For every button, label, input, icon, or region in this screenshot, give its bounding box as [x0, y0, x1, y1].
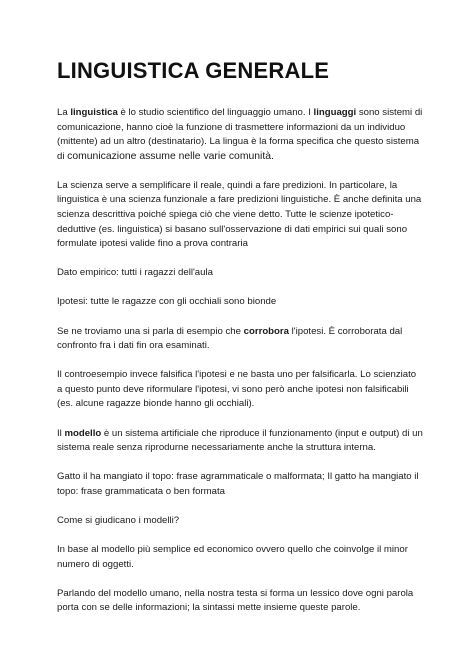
paragraph-scienza: La scienza serve a semplificare il reale, quindi a fare predizioni. In particolare, la linguistica è una scienza funzionale a fare predizioni linguistiche. È anche definita una scienza descrittiva poiché spiega ciò che viene detto. Tutte le scienze ipotetico-deduttive (es. linguistica) si basano sull'osservazione di dati empirici sui quali sono formulate ipotesi valide fino a prova contraria: [57, 179, 422, 250]
document-body: [57, 106, 424, 616]
paragraph-gatto-esempio: Gatto il ha mangiato il topo: frase agrammaticale o malformata; Il gatto ha mangiato il topo: frase grammaticata o ben formata: [57, 471, 419, 497]
document-title: LINGUISTICA GENERALE: [57, 58, 330, 83]
paragraph-controesempio: Il controesempio invece falsifica l'ipotesi e ne basta uno per falsificarla. Lo scienziato a questo punto deve riformulare l'ipotesi, vi sono però anche ipotesi non falsificabili (es. alcune ragazze bionde hanno gli occhiali).: [57, 369, 417, 410]
paragraph-ipotesi: Ipotesi: tutte le ragazze con gli occhiali sono bionde: [57, 296, 277, 308]
term-linguistica: linguistica: [70, 107, 118, 118]
paragraph-modello-umano: Parlando del modello umano, nella nostra testa si forma un lessico dove ogni parola porta con se delle informazioni; la sintassi mette insieme queste parole.: [57, 587, 414, 614]
term-modello: modello: [64, 427, 102, 439]
paragraph-dato-empirico: Dato empirico: tutti i ragazzi dell'aula: [57, 267, 213, 279]
paragraph-corrobora: Se ne troviamo una si parla di esempio che corrobora l'ipotesi. È corroborata dal confronto fra i dati fin ora esaminati.: [57, 325, 403, 352]
paragraph-modello: Il modello è un sistema artificiale che riproduce il funzionamento (input e output) di un sistema reale senza riprodurne necessariamente anche la struttura interna.: [57, 427, 423, 454]
paragraph-modello-semplice: In base al modello più semplice ed economico ovvero quello che coinvolge il minor numero di oggetti.: [57, 543, 408, 570]
paragraph-definition: La linguistica è lo studio scientifico del linguaggio umano. I linguaggi sono sistemi di comunicazione, hanno cioè la funzione di trasmettere informazioni da un individuo (mittente) ad un altro (destinatario). La lingua è la forma specifica che questo sistema di comunicazione assume nelle varie comunità.: [57, 107, 423, 162]
term-corrobora: corrobora: [243, 325, 289, 337]
paragraph-domanda-modelli: Come si giudicano i modelli?: [57, 514, 180, 526]
term-linguaggi: linguaggi: [313, 107, 357, 118]
